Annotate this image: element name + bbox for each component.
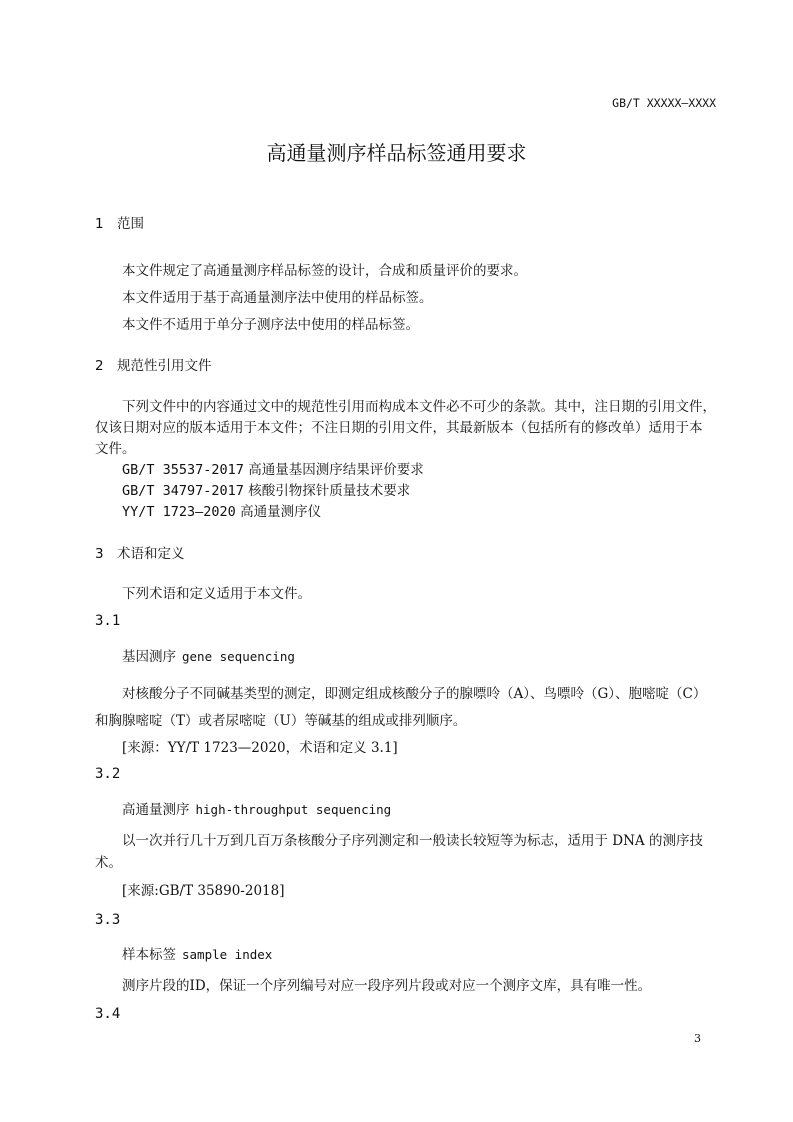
reference-title: 核酸引物探针质量技术要求 <box>248 483 411 499</box>
section-2-heading <box>95 354 212 374</box>
section-title: 术语和定义 <box>117 546 185 562</box>
term-zh: 高通量测序 <box>122 802 190 818</box>
term-en: gene sequencing <box>182 649 295 664</box>
section-title: 范围 <box>117 216 144 232</box>
reference-code: YY/T 1723—2020 <box>122 504 236 520</box>
reference-title: 高通量测序仪 <box>240 504 322 520</box>
reference-title: 高通量基因测序结果评价要求 <box>248 462 424 478</box>
paragraph: 下列术语和定义适用于本文件。 <box>122 586 311 602</box>
definition-line: 测序片段的ID，保证一个序列编号对应一段序列片段或对应一个测序文库，具有唯一性。 <box>122 978 652 994</box>
term-en: high-throughput sequencing <box>195 802 392 817</box>
paragraph-line: 文件。 <box>95 441 136 457</box>
term-entry <box>122 943 272 963</box>
reference-item <box>122 500 321 520</box>
section-title: 规范性引用文件 <box>117 358 212 374</box>
section-1-heading <box>95 212 144 232</box>
reference-item <box>122 458 424 478</box>
clause-number: 3.3 <box>95 912 121 928</box>
section-number: 3 <box>95 546 104 562</box>
section-number: 2 <box>95 358 104 374</box>
term-source: [来源：YY/T 1723—2020，术语和定义 3.1] <box>122 740 398 756</box>
section-3-heading <box>95 542 185 562</box>
clause-number: 3.2 <box>95 766 121 782</box>
definition-line: 以一次并行几十万到几百万条核酸分子序列测定和一般读长较短等为标志，适用于 DNA 的测序技 <box>122 833 703 849</box>
document-title: 高通量测序样品标签通用要求 <box>266 141 527 165</box>
term-zh: 样本标签 <box>122 947 176 963</box>
reference-item <box>122 479 410 499</box>
paragraph: 本文件规定了高通量测序样品标签的设计，合成和质量评价的要求。 <box>122 263 527 279</box>
paragraph-line: 下列文件中的内容通过文中的规范性引用而构成本文件必不可少的条款。其中，注日期的引用文件， <box>122 399 716 415</box>
term-entry <box>122 798 391 818</box>
term-zh: 基因测序 <box>122 649 176 665</box>
paragraph: 本文件适用于基于高通量测序法中使用的样品标签。 <box>122 290 433 306</box>
paragraph: 本文件不适用于单分子测序法中使用的样品标签。 <box>122 317 419 333</box>
section-number: 1 <box>95 216 104 232</box>
standard-number: GB/T XXXXX—XXXX <box>612 96 716 110</box>
reference-code: GB/T 34797-2017 <box>122 483 244 499</box>
definition-line: 对核酸分子不同碱基类型的测定，即测定组成核酸分子的腺嘌呤（A）、鸟嘌呤（G）、胞嘧啶（C） <box>122 686 707 702</box>
definition-line: 和胸腺嘧啶（T）或者尿嘧啶（U）等碱基的组成或排列顺序。 <box>95 713 467 729</box>
reference-code: GB/T 35537-2017 <box>122 462 244 478</box>
paragraph-line: 仅该日期对应的版本适用于本文件；不注日期的引用文件，其最新版本（包括所有的修改单）适用于本 <box>95 420 703 436</box>
term-en: sample index <box>182 947 273 962</box>
clause-number: 3.1 <box>95 613 121 629</box>
term-source: [来源:GB/T 35890-2018] <box>122 883 285 899</box>
page-number: 3 <box>694 1032 701 1045</box>
clause-number: 3.4 <box>95 1006 121 1022</box>
term-entry <box>122 645 295 665</box>
definition-line: 术。 <box>95 855 122 871</box>
